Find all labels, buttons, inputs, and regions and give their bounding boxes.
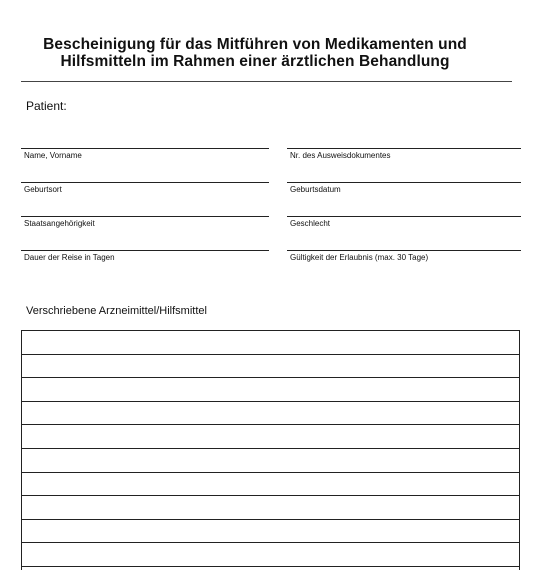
birthdate-field[interactable] xyxy=(287,182,521,197)
medication-row[interactable] xyxy=(22,496,519,520)
gender-field[interactable] xyxy=(287,216,521,231)
title-line-1: Bescheinigung für das Mitführen von Medikamenten und xyxy=(43,36,467,53)
trip-duration-field[interactable] xyxy=(21,250,269,265)
id-number-field-label: Nr. des Ausweisdokumentes xyxy=(290,151,391,160)
medication-row[interactable] xyxy=(22,378,519,402)
birthplace-field-label: Geburtsort xyxy=(24,185,62,194)
medication-row[interactable] xyxy=(22,520,519,544)
birthdate-field-label: Geburtsdatum xyxy=(290,185,341,194)
patient-label: Patient: xyxy=(26,99,67,113)
medication-row[interactable] xyxy=(22,331,519,355)
nationality-field-label: Staatsangehörigkeit xyxy=(24,219,95,228)
name-field-label: Name, Vorname xyxy=(24,151,82,160)
medications-table xyxy=(21,330,520,570)
validity-field[interactable] xyxy=(287,250,521,265)
birthplace-field[interactable] xyxy=(21,182,269,197)
title-divider xyxy=(21,81,512,82)
medication-row[interactable] xyxy=(22,355,519,379)
medication-row[interactable] xyxy=(22,425,519,449)
medication-row[interactable] xyxy=(22,543,519,567)
validity-field-label: Gültigkeit der Erlaubnis (max. 30 Tage) xyxy=(290,253,429,262)
nationality-field[interactable] xyxy=(21,216,269,231)
document-title xyxy=(0,36,510,70)
name-field[interactable] xyxy=(21,148,269,163)
medication-row[interactable] xyxy=(22,402,519,426)
medications-label: Verschriebene Arzneimittel/Hilfsmittel xyxy=(26,305,207,317)
trip-duration-field-label: Dauer der Reise in Tagen xyxy=(24,253,115,262)
title-line-2: Hilfsmitteln im Rahmen einer ärztlichen Behandlung xyxy=(60,53,450,70)
id-number-field[interactable] xyxy=(287,148,521,163)
gender-field-label: Geschlecht xyxy=(290,219,331,228)
medication-row[interactable] xyxy=(22,449,519,473)
medication-row[interactable] xyxy=(22,473,519,497)
